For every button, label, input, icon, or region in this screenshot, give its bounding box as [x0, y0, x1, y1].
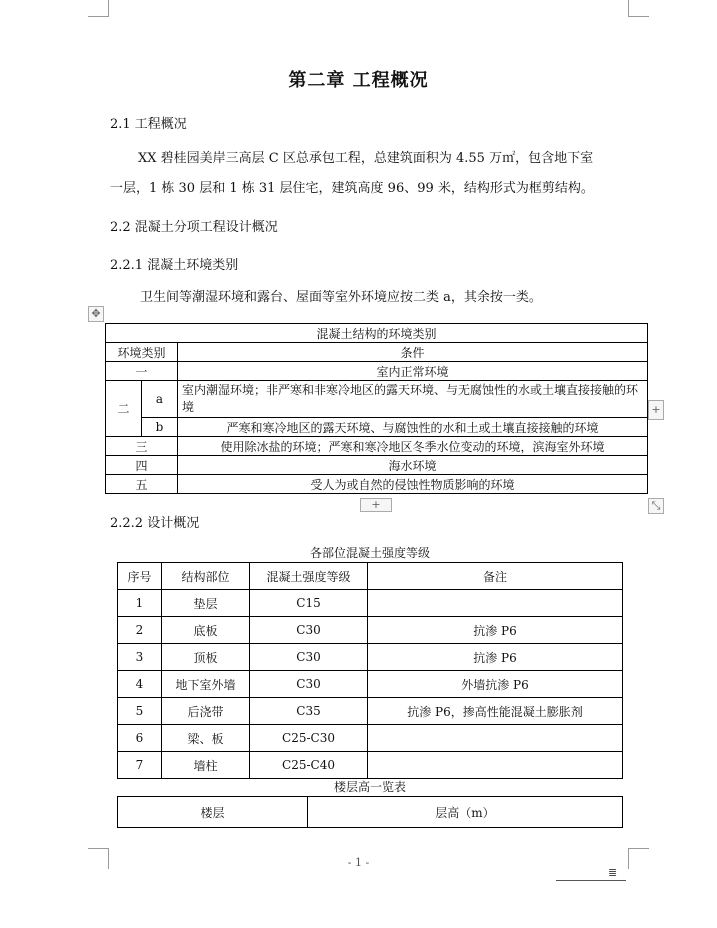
- table-cell: 梁、板: [162, 725, 250, 752]
- table-row: [118, 725, 623, 752]
- table-cell: [368, 752, 623, 779]
- add-column-plus-icon[interactable]: +: [648, 400, 664, 420]
- header-cell: 楼层: [118, 797, 308, 828]
- table-cell: 四: [106, 456, 178, 475]
- table-cell: 室内正常环境: [178, 362, 648, 381]
- table-cell: 受人为或自然的侵蚀性物质影响的环境: [178, 475, 648, 494]
- table-cell: 严寒和寒冷地区的露天环境、与腐蚀性的水和土或土壤直接接触的环境: [178, 418, 648, 437]
- chapter-title: 第二章 工程概况: [288, 70, 429, 91]
- header-cell: 混凝土强度等级: [250, 563, 368, 590]
- table-cell: C30: [250, 671, 368, 698]
- table-row: [118, 590, 623, 617]
- table-cell: 地下室外墙: [162, 671, 250, 698]
- table-cell: a: [142, 381, 178, 418]
- table-cell: 一: [106, 362, 178, 381]
- table-cell: [368, 590, 623, 617]
- handwritten-mark: [556, 880, 626, 881]
- table-cell: 二: [106, 381, 142, 437]
- table-move-icon[interactable]: ✥: [88, 306, 104, 322]
- table-resize-icon[interactable]: ⤡: [648, 498, 664, 514]
- table-cell: C30: [250, 644, 368, 671]
- crop-mark-top-right: [628, 0, 649, 17]
- table-cell: 7: [118, 752, 162, 779]
- page-number: - 1 -: [347, 856, 370, 869]
- table-cell: 垫层: [162, 590, 250, 617]
- header-cell: 备注: [368, 563, 623, 590]
- section-2-1-heading: 2.1 工程概况: [110, 117, 187, 132]
- header-cell: 条件: [178, 343, 648, 362]
- table-cell: 五: [106, 475, 178, 494]
- environment-category-table: [105, 323, 648, 494]
- table-cell: C30: [250, 617, 368, 644]
- table-cell: 3: [118, 644, 162, 671]
- section-2-2-2-heading: 2.2.2 设计概况: [110, 516, 200, 531]
- table-cell: 使用除冰盐的环境；严寒和寒冷地区冬季水位变动的环境，滨海室外环境: [178, 437, 648, 456]
- table-cell: C15: [250, 590, 368, 617]
- table-cell: 抗渗 P6: [368, 644, 623, 671]
- table-cell: 4: [118, 671, 162, 698]
- table-cell: [368, 725, 623, 752]
- table-cell: C35: [250, 698, 368, 725]
- table-caption-cell: 混凝土结构的环境类别: [106, 324, 648, 343]
- table-cell: 抗渗 P6: [368, 617, 623, 644]
- table-row: [118, 617, 623, 644]
- table-row: [118, 698, 623, 725]
- header-cell: 环境类别: [106, 343, 178, 362]
- table-row: [118, 671, 623, 698]
- add-row-plus-icon[interactable]: +: [360, 498, 392, 512]
- table-cell: 墙柱: [162, 752, 250, 779]
- table-cell: 6: [118, 725, 162, 752]
- handwritten-mark: ≣: [608, 866, 618, 879]
- environment-note-paragraph: 卫生间等潮湿环境和露台、屋面等室外环境应按二类 a，其余按一类。: [140, 290, 542, 305]
- header-cell: 层高（m）: [308, 797, 623, 828]
- strength-table-caption: 各部位混凝土强度等级: [309, 546, 430, 560]
- paragraph-line: XX 碧桂园美岸三高层 C 区总承包工程，总建筑面积为 4.55 万㎡，包含地下室: [138, 151, 594, 166]
- table-cell: 抗渗 P6，掺高性能混凝土膨胀剂: [368, 698, 623, 725]
- table-cell: 2: [118, 617, 162, 644]
- header-cell: 结构部位: [162, 563, 250, 590]
- table-row: [118, 752, 623, 779]
- table-cell: 底板: [162, 617, 250, 644]
- section-2-2-heading: 2.2 混凝土分项工程设计概况: [110, 220, 278, 235]
- crop-mark-top-left: [88, 0, 109, 17]
- strength-grade-table: [117, 562, 623, 779]
- project-overview-paragraph: [110, 144, 630, 204]
- table-cell: 5: [118, 698, 162, 725]
- table-cell: 后浇带: [162, 698, 250, 725]
- floor-height-table: [117, 796, 623, 828]
- table-cell: C25-C30: [250, 725, 368, 752]
- table-cell: 海水环境: [178, 456, 648, 475]
- section-2-2-1-heading: 2.2.1 混凝土环境类别: [110, 258, 239, 273]
- table-cell: 室内潮湿环境；非严寒和非寒冷地区的露天环境、与无腐蚀性的水或土壤直接接触的环境: [178, 381, 648, 418]
- table-cell: 1: [118, 590, 162, 617]
- table-cell: b: [142, 418, 178, 437]
- paragraph-line: 一层，1 栋 30 层和 1 栋 31 层住宅，建筑高度 96、99 米，结构形式为框剪结构。: [110, 181, 594, 196]
- height-table-caption: 楼层高一览表: [333, 780, 406, 794]
- table-cell: 外墙抗渗 P6: [368, 671, 623, 698]
- table-cell: C25-C40: [250, 752, 368, 779]
- header-cell: 序号: [118, 563, 162, 590]
- table-cell: 顶板: [162, 644, 250, 671]
- table-cell: 三: [106, 437, 178, 456]
- table-row: [118, 644, 623, 671]
